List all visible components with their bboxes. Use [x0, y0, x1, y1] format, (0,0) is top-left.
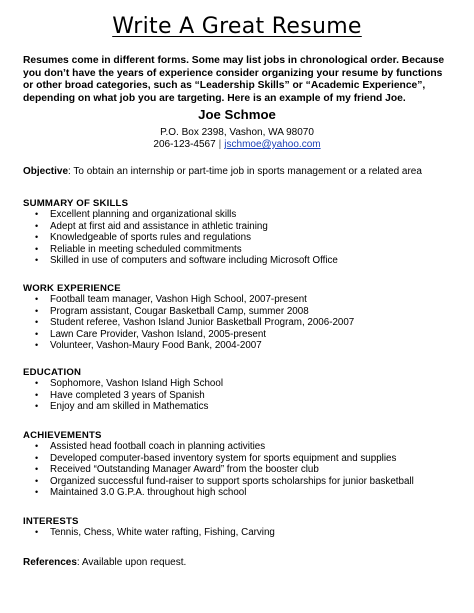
contact-block	[0, 127, 474, 151]
list-item: • Organized successful fund-raiser to support sports scholarships for junior basketball	[23, 476, 414, 488]
resume-name: Joe Schmoe	[198, 107, 276, 122]
contact-line	[0, 139, 474, 151]
references-label: References	[23, 557, 77, 568]
list-item: • Received “Outstanding Manager Award” from the booster club	[23, 464, 414, 476]
list-item: • Tennis, Chess, White water rafting, Fishing, Carving	[23, 527, 275, 539]
list-item: • Assisted head football coach in planning activities	[23, 441, 414, 453]
interests-heading: INTERESTS	[23, 516, 79, 527]
work-list	[23, 294, 354, 352]
work-heading: WORK EXPERIENCE	[23, 283, 121, 294]
list-item: • Lawn Care Provider, Vashon Island, 2005-present	[23, 329, 354, 341]
list-item: • Maintained 3.0 G.P.A. throughout high school	[23, 487, 414, 499]
contact-address: P.O. Box 2398, Vashon, WA 98070	[160, 127, 314, 138]
list-item: • Volunteer, Vashon-Maury Food Bank, 2004-2007	[23, 340, 354, 352]
list-item: • Developed computer-based inventory system for sports equipment and supplies	[23, 453, 414, 465]
contact-phone: 206-123-4567	[153, 139, 216, 150]
objective-label: Objective	[23, 166, 69, 177]
list-item: • Enjoy and am skilled in Mathematics	[23, 401, 223, 413]
page-title: Write A Great Resume	[112, 14, 362, 39]
list-item: • Knowledgeable of sports rules and regulations	[23, 232, 338, 244]
references-text: : Available upon request.	[76, 557, 187, 568]
summary-list	[23, 209, 338, 267]
contact-email-link[interactable]: jschmoe@yahoo.com	[224, 139, 321, 150]
list-item: • Adept at first aid and assistance in athletic training	[23, 221, 338, 233]
list-item: • Skilled in use of computers and software including Microsoft Office	[23, 255, 338, 267]
list-item: • Have completed 3 years of Spanish	[23, 390, 223, 402]
objective-text: : To obtain an internship or part-time job in sports management or a related area	[68, 166, 422, 177]
education-heading: EDUCATION	[23, 367, 82, 378]
list-item: • Excellent planning and organizational skills	[23, 209, 338, 221]
list-item: • Reliable in meeting scheduled commitments	[23, 244, 338, 256]
objective-line	[23, 166, 422, 178]
list-item: • Program assistant, Cougar Basketball Camp, summer 2008	[23, 306, 354, 318]
achievements-heading: ACHIEVEMENTS	[23, 430, 102, 441]
summary-heading: SUMMARY OF SKILLS	[23, 198, 129, 209]
contact-separator: |	[218, 139, 222, 150]
achievements-list	[23, 441, 414, 499]
list-item: • Football team manager, Vashon High School, 2007-present	[23, 294, 354, 306]
list-item: • Sophomore, Vashon Island High School	[23, 378, 223, 390]
interests-list	[23, 527, 275, 539]
references-line	[23, 557, 186, 569]
list-item: • Student referee, Vashon Island Junior Basketball Program, 2006-2007	[23, 317, 354, 329]
intro-paragraph: Resumes come in different forms. Some may list jobs in chronological order. Because you don’t have the years of experience consider organizing your resume by functions or other broad categories, such as “Leadership Skills” or “Academic Experience”, depending on what job you are targeting. Here is an example of my friend Joe.	[23, 55, 445, 104]
education-list	[23, 378, 223, 413]
